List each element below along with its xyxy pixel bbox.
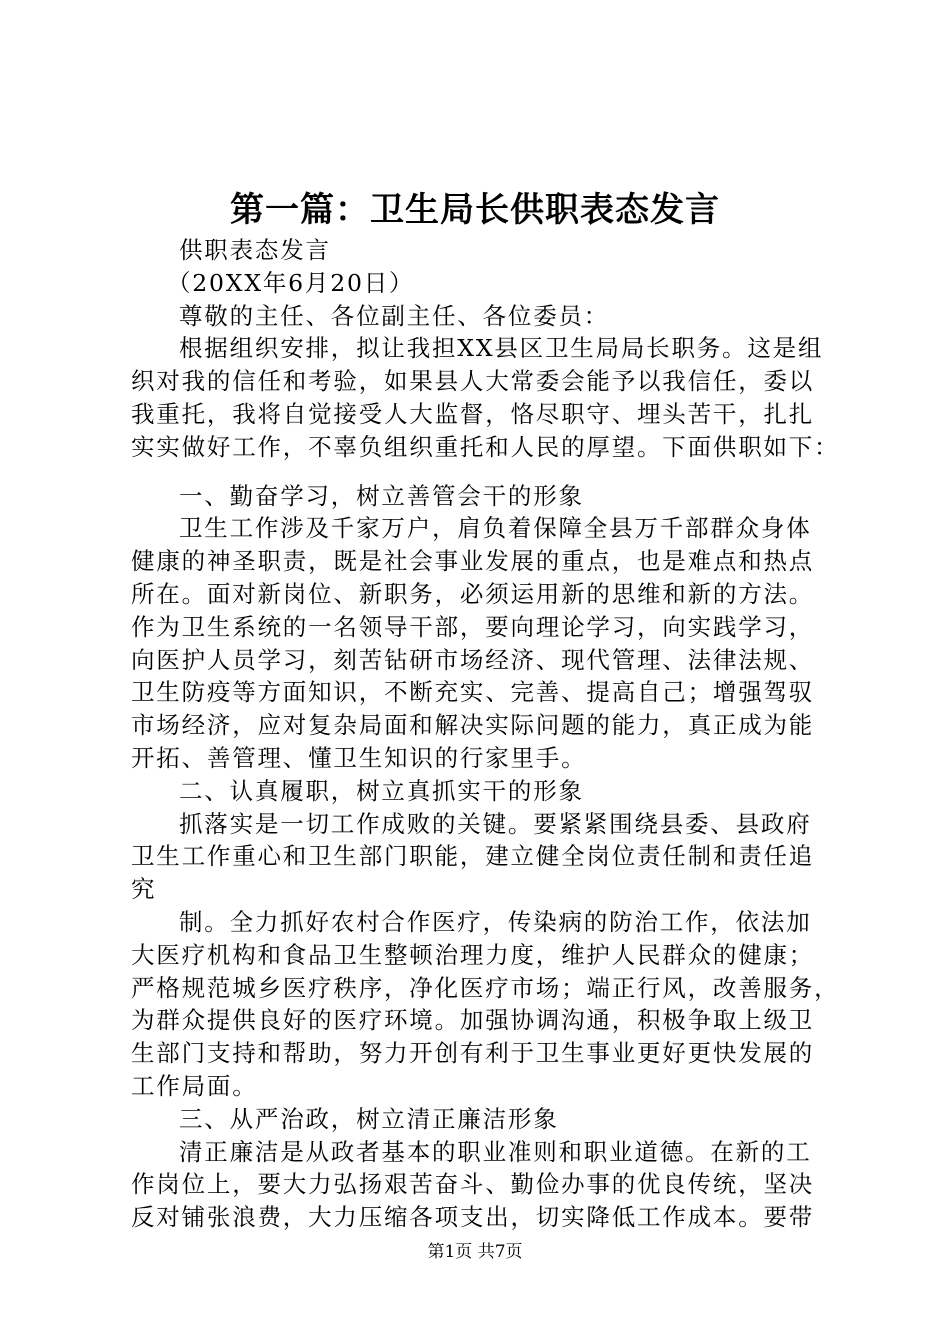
paragraph-line: 根据组织安排，拟让我担XX县区卫生局局长职务。这是组 xyxy=(179,334,824,363)
paragraph-line: 反对铺张浪费，大力压缩各项支出，切实降低工作成本。要带 xyxy=(131,1203,815,1232)
paragraph-line: 制。全力抓好农村合作医疗，传染病的防治工作，依法加 xyxy=(179,907,812,936)
paragraph-line: 健康的神圣职责，既是社会事业发展的重点，也是难点和热点 xyxy=(131,547,815,576)
paragraph-line: 我重托，我将自觉接受人大监督，恪尽职守、埋头苦干，扎扎 xyxy=(131,399,815,428)
paragraph-line: 究 xyxy=(131,875,157,904)
paragraph-line: 严格规范城乡医疗秩序，净化医疗市场；端正行风，改善服务， xyxy=(131,973,840,1002)
speech-heading: 供职表态发言 xyxy=(179,236,331,264)
paragraph-line: 生部门支持和帮助，努力开创有利于卫生事业更好更快发展的 xyxy=(131,1039,815,1068)
document-title: 第一篇：卫生局长供职表态发言 xyxy=(230,190,720,230)
paragraph-line: 卫生防疫等方面知识，不断充实、完善、提高自己；增强驾驭 xyxy=(131,678,815,707)
paragraph-line: 大医疗机构和食品卫生整顿治理力度，维护人民群众的健康； xyxy=(131,940,815,969)
paragraph-line: 实实做好工作，不辜负组织重托和人民的厚望。下面供职如下： xyxy=(131,432,840,461)
paragraph-line: 作为卫生系统的一名领导干部，要向理论学习，向实践学习， xyxy=(131,612,815,641)
paragraph-line: 织对我的信任和考验，如果县人大常委会能予以我信任，委以 xyxy=(131,367,815,396)
paragraph-line: 所在。面对新岗位、新职务，必须运用新的思维和新的方法。 xyxy=(131,579,815,608)
paragraph-line: 市场经济，应对复杂局面和解决实际问题的能力，真正成为能 xyxy=(131,711,815,740)
paragraph-line: 抓落实是一切工作成败的关键。要紧紧围绕县委、县政府 xyxy=(179,809,812,838)
section-heading: 一、勤奋学习，树立善管会干的形象 xyxy=(179,481,584,510)
paragraph-line: 作岗位上，要大力弘扬艰苦奋斗、勤俭办事的优良传统，坚决 xyxy=(131,1170,815,1199)
paragraph-line: 开拓、善管理、懂卫生知识的行家里手。 xyxy=(131,743,587,772)
section-heading: 二、认真履职，树立真抓实干的形象 xyxy=(179,776,584,805)
paragraph-line: 卫生工作涉及千家万户，肩负着保障全县万千部群众身体 xyxy=(179,514,812,543)
paragraph-gap xyxy=(131,464,831,480)
document-body xyxy=(131,234,840,1234)
speech-date: （20XX年6月20日） xyxy=(167,268,415,297)
paragraph-line: 卫生工作重心和卫生部门职能，建立健全岗位责任制和责任追 xyxy=(131,842,815,871)
page-number-footer: 第1页 共7页 xyxy=(427,1242,523,1262)
section-heading: 三、从严治政，树立清正廉洁形象 xyxy=(179,1104,559,1133)
paragraph-line: 为群众提供良好的医疗环境。加强协调沟通，积极争取上级卫 xyxy=(131,1006,815,1035)
salutation: 尊敬的主任、各位副主任、各位委员： xyxy=(179,301,610,330)
paragraph-line: 向医护人员学习，刻苦钻研市场经济、现代管理、法律法规、 xyxy=(131,645,815,674)
paragraph-line: 工作局面。 xyxy=(131,1071,258,1100)
paragraph-line: 清正廉洁是从政者基本的职业准则和职业道德。在新的工 xyxy=(179,1137,812,1166)
